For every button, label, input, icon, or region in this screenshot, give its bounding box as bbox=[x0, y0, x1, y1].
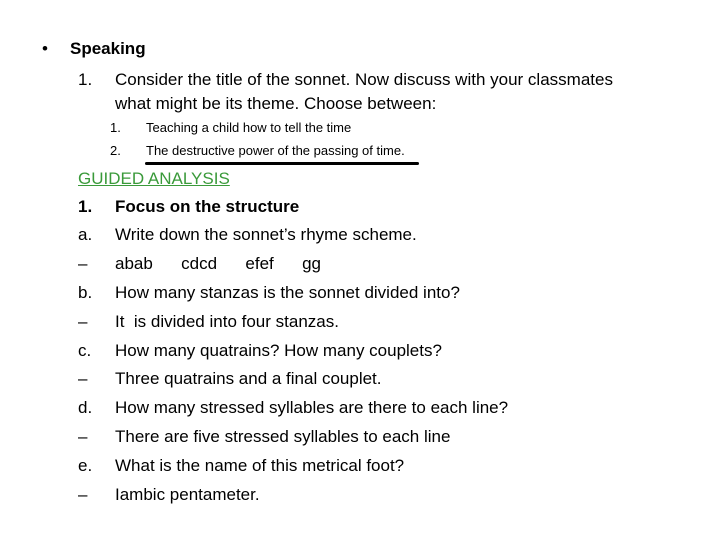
row-text: What is the name of this metrical foot? bbox=[115, 456, 405, 475]
option-text: Teaching a child how to tell the time bbox=[146, 120, 352, 135]
row-marker: – bbox=[78, 485, 88, 504]
question-line-1: Consider the title of the sonnet. Now discuss with your classmates bbox=[115, 70, 613, 89]
row-text: How many stressed syllables are there to each line? bbox=[115, 398, 509, 417]
question-number: 1. bbox=[78, 70, 93, 89]
option-number: 1. bbox=[110, 120, 121, 135]
row-marker: c. bbox=[78, 341, 92, 360]
row-marker: – bbox=[78, 369, 88, 388]
row-text: There are five stressed syllables to each line bbox=[115, 427, 451, 446]
row-marker: – bbox=[78, 427, 88, 446]
guided-analysis-title: GUIDED ANALYSIS bbox=[78, 169, 230, 188]
bullet: • bbox=[42, 39, 48, 58]
row-marker: e. bbox=[78, 456, 93, 475]
row-marker: 1. bbox=[78, 197, 93, 216]
option-text: The destructive power of the passing of time. bbox=[146, 143, 405, 158]
option-number: 2. bbox=[110, 143, 121, 158]
row-marker: – bbox=[78, 312, 88, 331]
row-marker: – bbox=[78, 254, 88, 273]
speaking-heading: Speaking bbox=[70, 39, 146, 58]
row-marker: a. bbox=[78, 225, 93, 244]
row-marker: b. bbox=[78, 283, 93, 302]
row-text: How many quatrains? How many couplets? bbox=[115, 341, 442, 360]
row-text: Write down the sonnet’s rhyme scheme. bbox=[115, 225, 417, 244]
option-underline bbox=[145, 162, 419, 165]
row-text: How many stanzas is the sonnet divided into? bbox=[115, 283, 460, 302]
row-marker: d. bbox=[78, 398, 93, 417]
row-text: Focus on the structure bbox=[115, 197, 300, 216]
row-text: It is divided into four stanzas. bbox=[115, 312, 339, 331]
question-line-2: what might be its theme. Choose between: bbox=[115, 94, 437, 113]
row-text: Three quatrains and a final couplet. bbox=[115, 369, 382, 388]
row-text: Iambic pentameter. bbox=[115, 485, 260, 504]
row-text: abab cdcd efef gg bbox=[115, 254, 322, 273]
